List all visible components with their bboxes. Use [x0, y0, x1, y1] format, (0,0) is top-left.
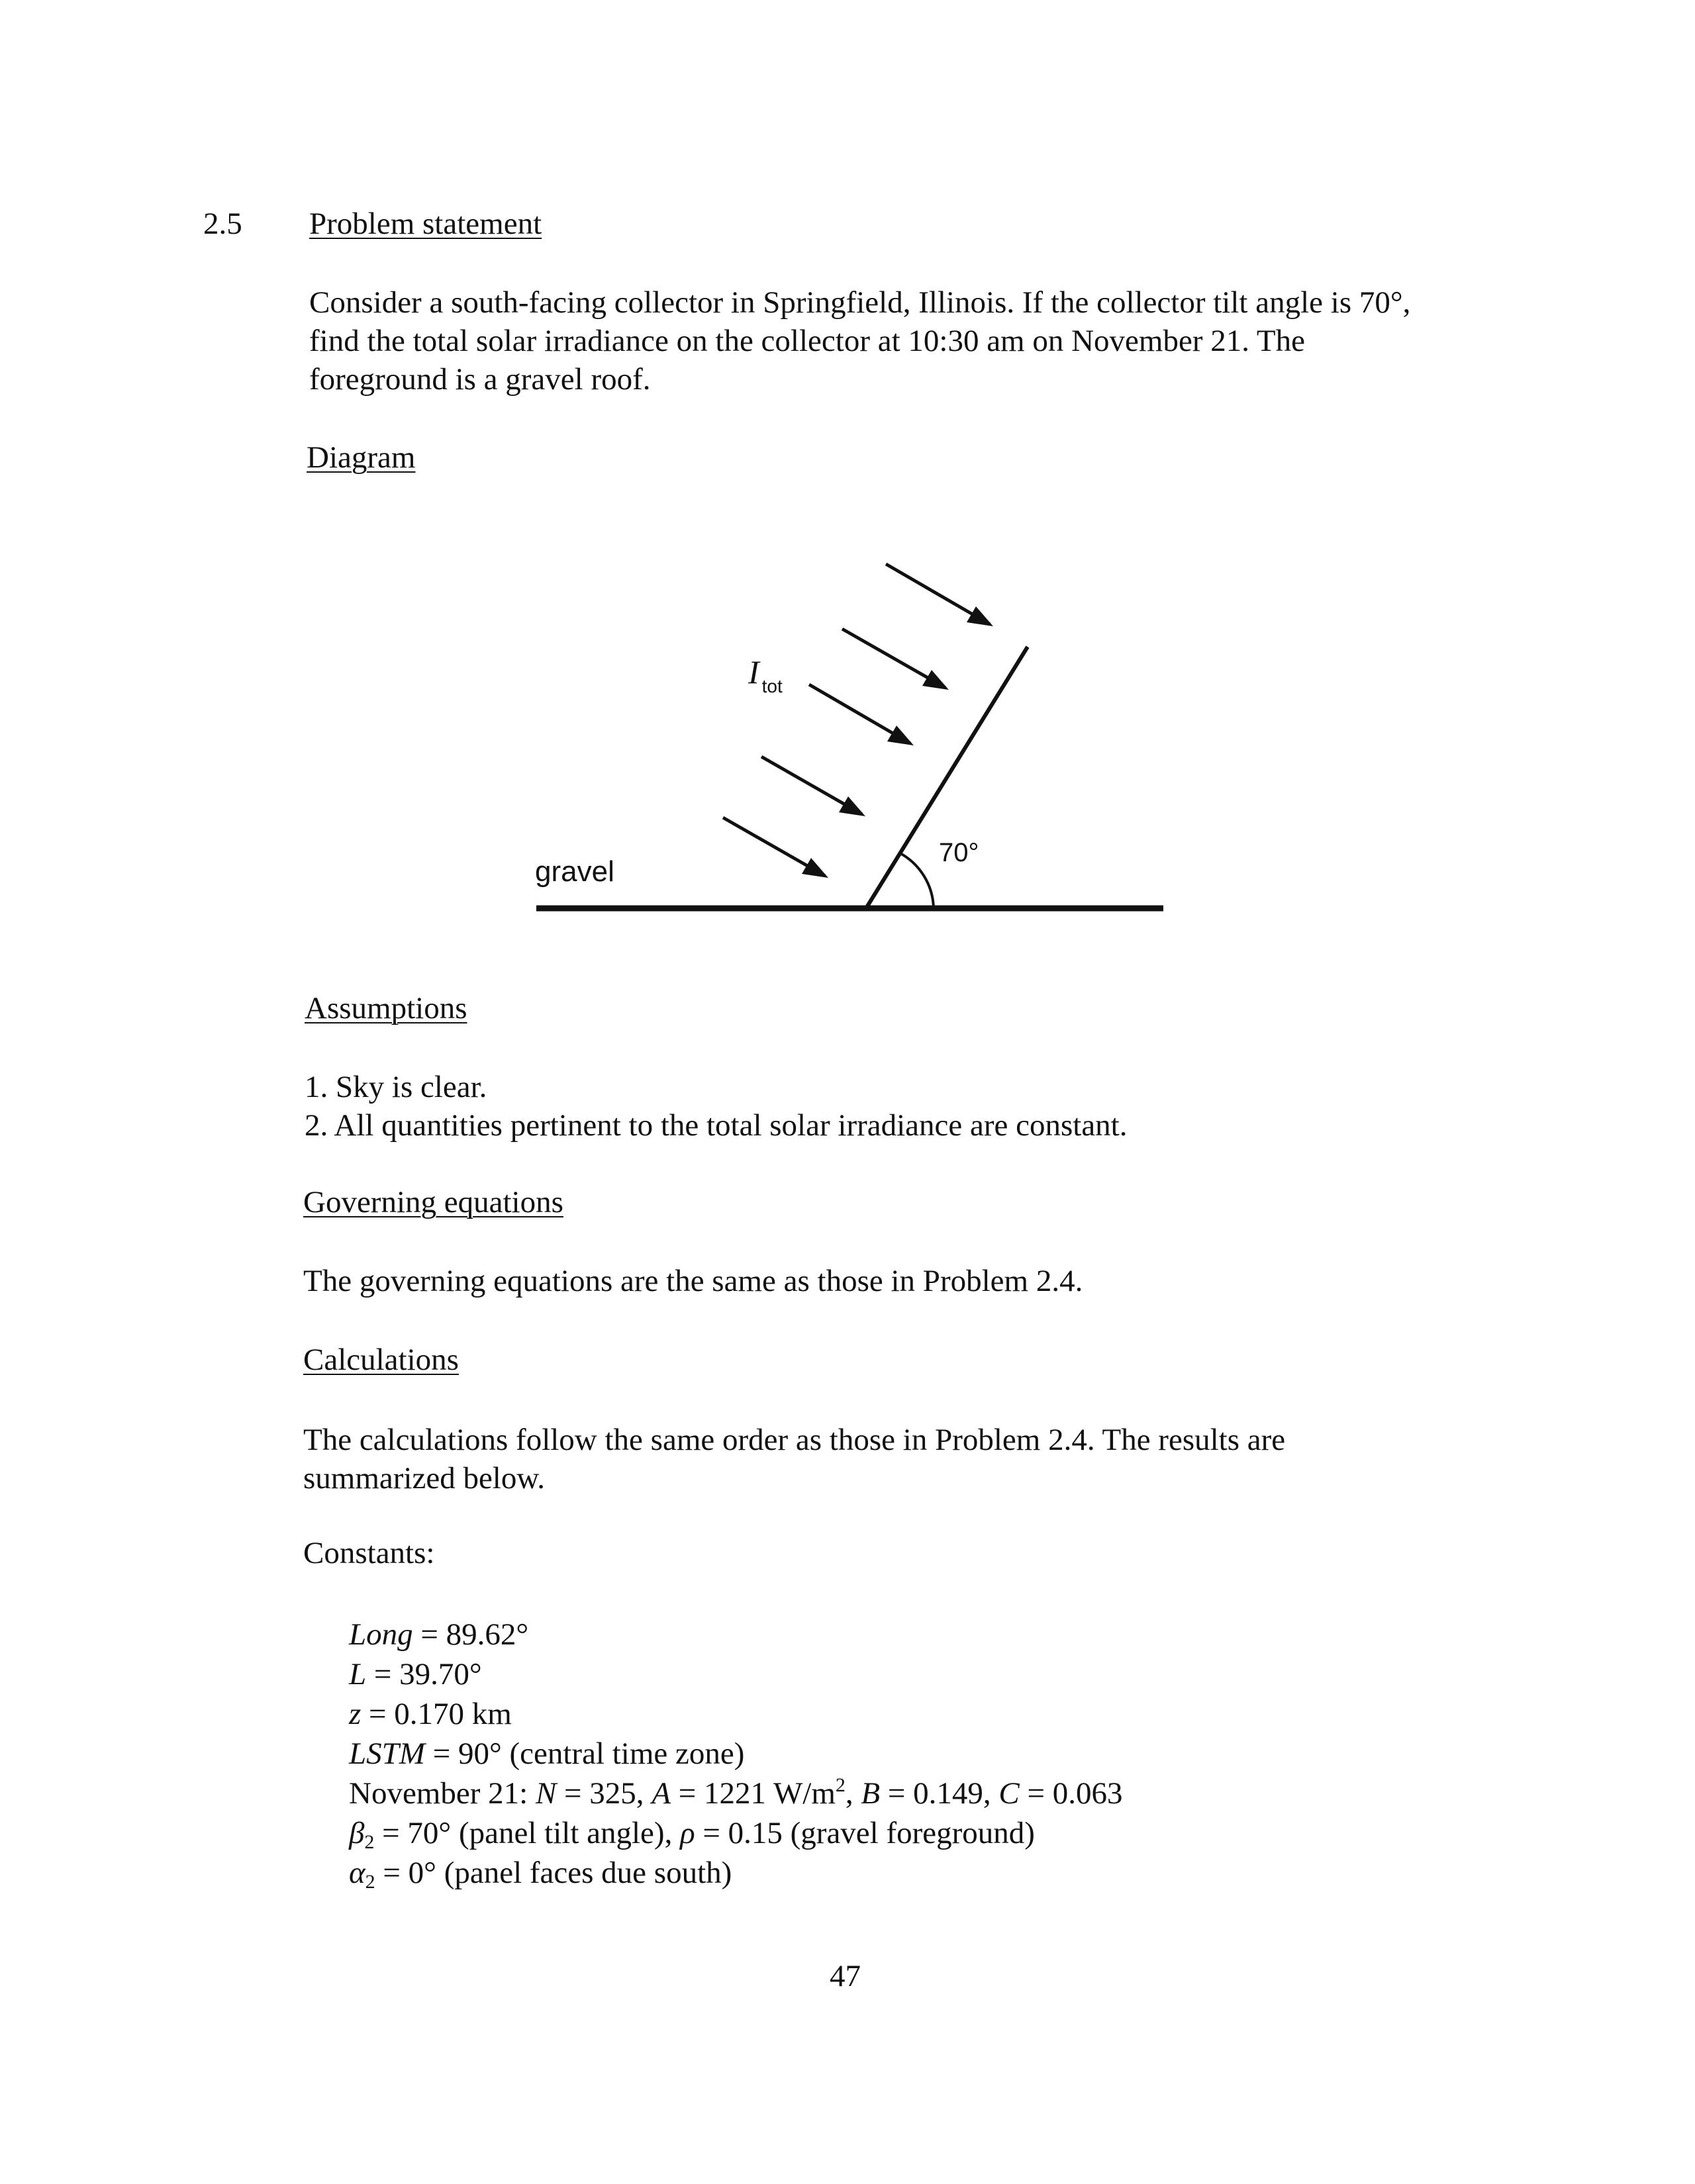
assumption-item: 1. Sky is clear. — [305, 1070, 487, 1104]
assumptions-list — [305, 1068, 1128, 1145]
diagram-heading: Diagram — [307, 440, 416, 475]
irradiance-arrow-head — [967, 606, 993, 626]
governing-text: The governing equations are the same as those in Problem 2.4. — [303, 1264, 1083, 1298]
irradiance-arrow-head — [887, 726, 914, 745]
calculations-line: The calculations follow the same order as those in Problem 2.4. The results are — [303, 1423, 1286, 1457]
constants-list — [349, 1615, 1123, 1893]
governing-heading: Governing equations — [303, 1185, 563, 1219]
constant-longitude: Long = 89.62° — [349, 1617, 529, 1652]
irradiance-arrow-head — [802, 858, 828, 878]
constant-lstm: LSTM = 90° (central time zone) — [349, 1736, 745, 1771]
assumption-item: 2. All quantities pertinent to the total solar irradiance are constant. — [305, 1108, 1128, 1143]
irradiance-symbol: I — [748, 653, 759, 690]
constant-november: November 21: N = 325, A = 1221 $W/m^2$, B = 0.149, C = 0.063 — [349, 1774, 1123, 1811]
calculations-paragraph — [303, 1421, 1285, 1497]
constant-tilt: $\beta_2 = 70^\circ$ (panel tilt angle), ρ = 0.15 (gravel foreground) — [349, 1816, 1035, 1853]
irradiance-subscript: tot — [761, 676, 783, 696]
section-number: 2.5 — [203, 207, 242, 241]
irradiance-arrow-head — [839, 796, 865, 816]
problem-line: find the total solar irradiance on the collector at 10:30 am on November 21. The — [309, 324, 1305, 358]
tilt-angle-arc — [899, 853, 934, 908]
assumptions-heading: Assumptions — [305, 991, 467, 1025]
problem-line: Consider a south-facing collector in Springfield, Illinois. If the collector tilt angle is 70°, — [309, 285, 1411, 320]
problem-line: foreground is a gravel roof. — [309, 362, 651, 397]
collector-panel — [866, 647, 1028, 908]
constant-altitude: z = 0.170 km — [349, 1697, 512, 1731]
constant-azimuth: $\alpha_2 = 0^\circ$ (panel faces due south) — [349, 1856, 732, 1893]
angle-label: 70° — [939, 838, 979, 867]
section-heading: Problem statement — [309, 207, 542, 241]
gravel-label: gravel — [535, 855, 614, 888]
calculations-line: summarized below. — [303, 1461, 546, 1496]
constant-latitude: L = 39.70° — [349, 1657, 482, 1691]
page-number: 47 — [830, 1959, 861, 1993]
calculations-heading: Calculations — [303, 1343, 459, 1377]
constants-label: Constants: — [303, 1536, 435, 1570]
irradiance-arrow-head — [922, 670, 949, 690]
irradiance-label — [748, 653, 783, 696]
